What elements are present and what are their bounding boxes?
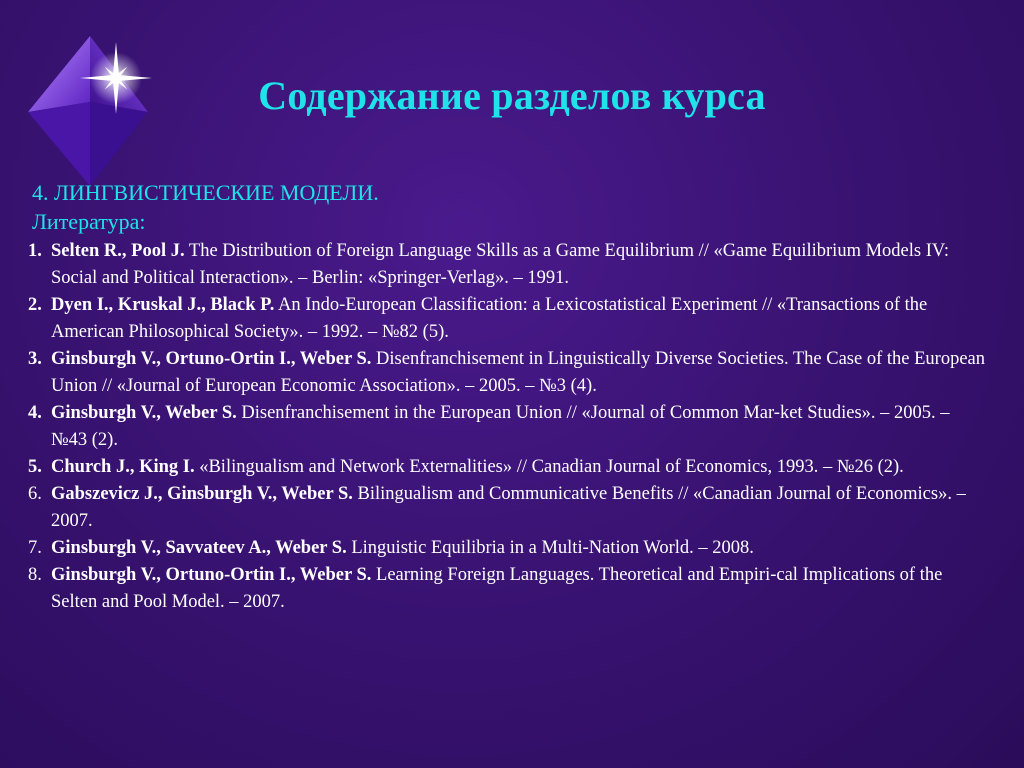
reference-authors: Ginsburgh V., Savvateev A., Weber S.	[51, 538, 347, 558]
reference-item	[28, 454, 988, 481]
reference-list	[28, 238, 988, 616]
slide-content	[28, 178, 988, 616]
section-heading: 4. ЛИНГВИСТИЧЕСКИЕ МОДЕЛИ.	[32, 180, 379, 205]
reference-authors: Ginsburgh V., Ortuno-Ortin I., Weber S.	[51, 349, 372, 369]
reference-item	[28, 346, 988, 400]
reference-number: 4.	[28, 403, 42, 423]
reference-item	[28, 292, 988, 346]
reference-number: 1.	[28, 241, 42, 261]
reference-text: «Bilingualism and Network Externalities» // Canadian Journal of Economics, 1993. – №26 (2).	[199, 457, 904, 477]
reference-text: Disenfranchisement in Linguistically Diverse Societies. The Case of the European Union // «Journal of European Economic Association». – 2005. – №3 (4).	[51, 349, 985, 396]
reference-number: 6.	[28, 484, 42, 504]
reference-item	[28, 535, 988, 562]
reference-text: Learning Foreign Languages. Theoretical and Empiri-cal Implications of the Selten and Pool Model. – 2007.	[51, 565, 943, 612]
reference-text: Linguistic Equilibria in a Multi-Nation World. – 2008.	[351, 538, 754, 558]
literature-heading: Литература:	[32, 209, 146, 234]
reference-authors: Gabszevicz J., Ginsburgh V., Weber S.	[51, 484, 353, 504]
reference-authors: Dyen I., Kruskal J., Black P.	[51, 295, 275, 315]
reference-authors: Ginsburgh V., Ortuno-Ortin I., Weber S.	[51, 565, 372, 585]
reference-text: An Indo-European Classification: a Lexicostatistical Experiment // «Transactions of the American Philosophical Society». – 1992. – №82 (5).	[51, 295, 928, 342]
reference-number: 3.	[28, 349, 42, 369]
reference-number: 2.	[28, 295, 42, 315]
reference-authors: Church J., King I.	[51, 457, 195, 477]
reference-number: 8.	[28, 565, 42, 585]
slide-title: Содержание разделов курса	[258, 73, 766, 118]
reference-item	[28, 562, 988, 616]
reference-text: Bilingualism and Communicative Benefits // «Canadian Journal of Economics». – 2007.	[51, 484, 966, 531]
reference-authors: Selten R., Pool J.	[51, 241, 185, 261]
reference-text: Disenfranchisement in the European Union // «Journal of Common Mar-ket Studies». – 2005. – №43 (2).	[51, 403, 950, 450]
reference-number: 5.	[28, 457, 42, 477]
reference-item	[28, 238, 988, 292]
reference-number: 7.	[28, 538, 42, 558]
reference-item	[28, 400, 988, 454]
reference-authors: Ginsburgh V., Weber S.	[51, 403, 237, 423]
reference-text: The Distribution of Foreign Language Skills as a Game Equilibrium // «Game Equilibrium Models IV: Social and Political Interaction». – Berlin: «Springer-Verlag». – 1991.	[51, 241, 949, 288]
reference-item	[28, 481, 988, 535]
